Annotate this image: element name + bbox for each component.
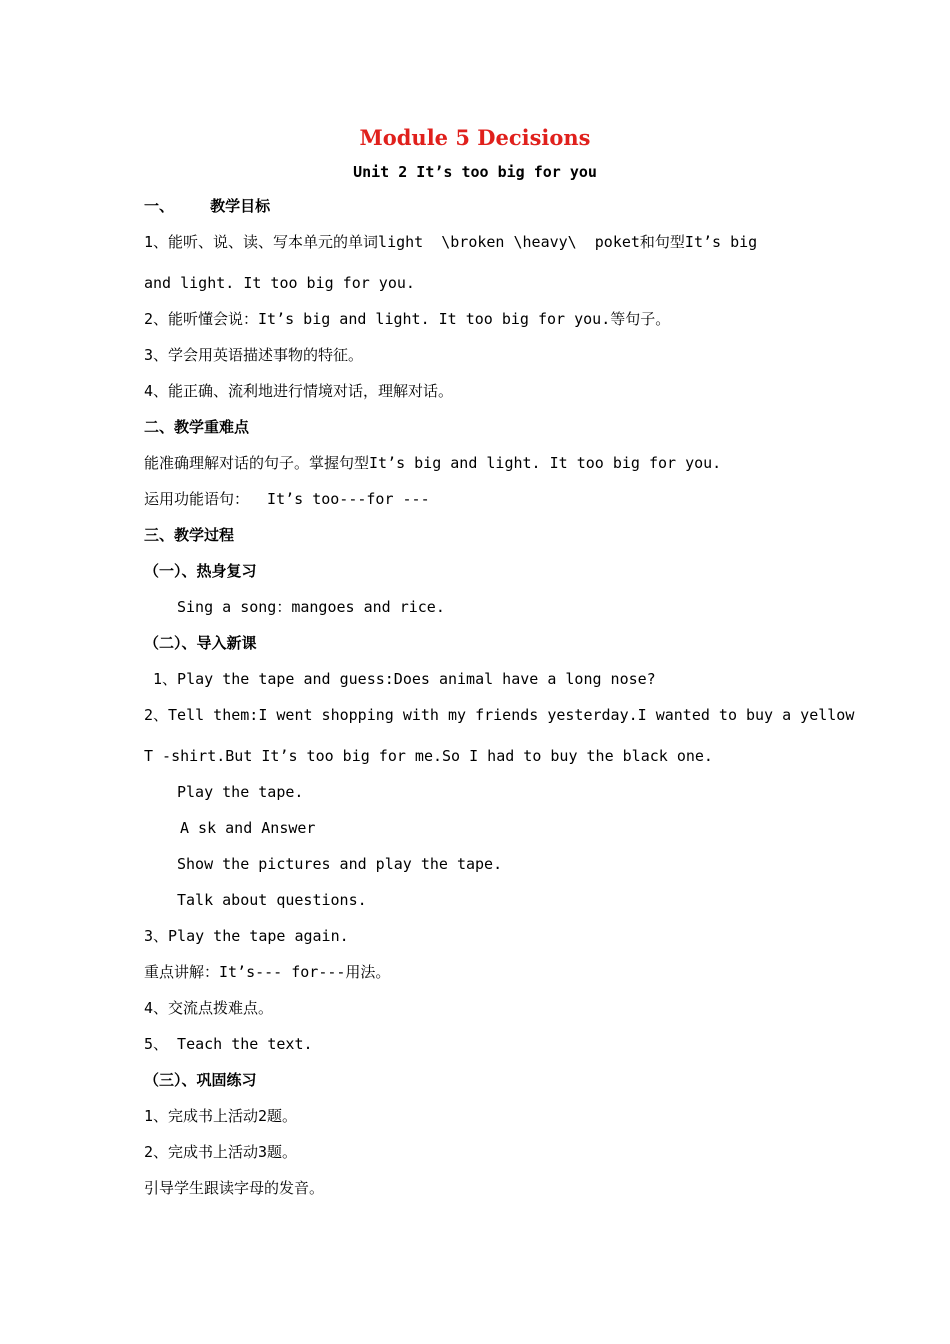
keypoints-line-2: 运用功能语句： It’s too---for --- bbox=[144, 490, 430, 508]
section-heading-keypoints: 二、教学重难点 bbox=[144, 418, 250, 436]
newlesson-focus: 重点讲解：It’s--- for---用法。 bbox=[144, 963, 391, 981]
section-heading-objectives: 一、 教学目标 bbox=[144, 197, 271, 215]
newlesson-item-4: 4、交流点拨难点。 bbox=[144, 999, 274, 1017]
objective-item-4: 4、能正确、流利地进行情境对话，理解对话。 bbox=[144, 382, 454, 400]
practice-line: 引导学生跟读字母的发音。 bbox=[144, 1179, 325, 1197]
newlesson-item-3: 3、Play the tape again. bbox=[144, 927, 349, 945]
newlesson-ask: A sk and Answer bbox=[180, 819, 316, 837]
document-title: Module 5 Decisions bbox=[359, 125, 591, 150]
objective-item-1a: 1、能听、说、读、写本单元的单词light \broken \heavy\ poket和句型It’s big bbox=[144, 233, 758, 251]
newlesson-item-1: 1、Play the tape and guess:Does animal have a long nose? bbox=[144, 670, 656, 688]
newlesson-item-5: 5、 Teach the text. bbox=[144, 1035, 313, 1053]
practice-item-1: 1、完成书上活动2题。 bbox=[144, 1107, 298, 1125]
newlesson-item-2b: T -shirt.But It’s too big for me.So I had to buy the black one. bbox=[144, 747, 713, 765]
keypoints-line-1: 能准确理解对话的句子。掌握句型It’s big and light. It too big for you. bbox=[144, 454, 722, 472]
warmup-line: Sing a song：mangoes and rice. bbox=[177, 598, 445, 616]
section-heading-process: 三、教学过程 bbox=[144, 526, 235, 544]
newlesson-play: Play the tape. bbox=[177, 783, 304, 801]
newlesson-item-2a: 2、Tell them:I went shopping with my friends yesterday.I wanted to buy a yellow bbox=[144, 706, 855, 724]
subsection-heading-newlesson: （二）、导入新课 bbox=[144, 634, 257, 652]
objective-item-2: 2、能听懂会说：It’s big and light. It too big for you.等句子。 bbox=[144, 310, 671, 328]
newlesson-talk: Talk about questions. bbox=[177, 891, 367, 909]
objective-item-1b: and light. It too big for you. bbox=[144, 274, 415, 292]
document-subtitle: Unit 2 It’s too big for you bbox=[353, 163, 597, 181]
newlesson-show: Show the pictures and play the tape. bbox=[177, 855, 503, 873]
objective-item-3: 3、学会用英语描述事物的特征。 bbox=[144, 346, 364, 364]
practice-item-2: 2、完成书上活动3题。 bbox=[144, 1143, 298, 1161]
subsection-heading-warmup: （一）、热身复习 bbox=[144, 562, 257, 580]
subsection-heading-practice: （三）、巩固练习 bbox=[144, 1071, 257, 1089]
